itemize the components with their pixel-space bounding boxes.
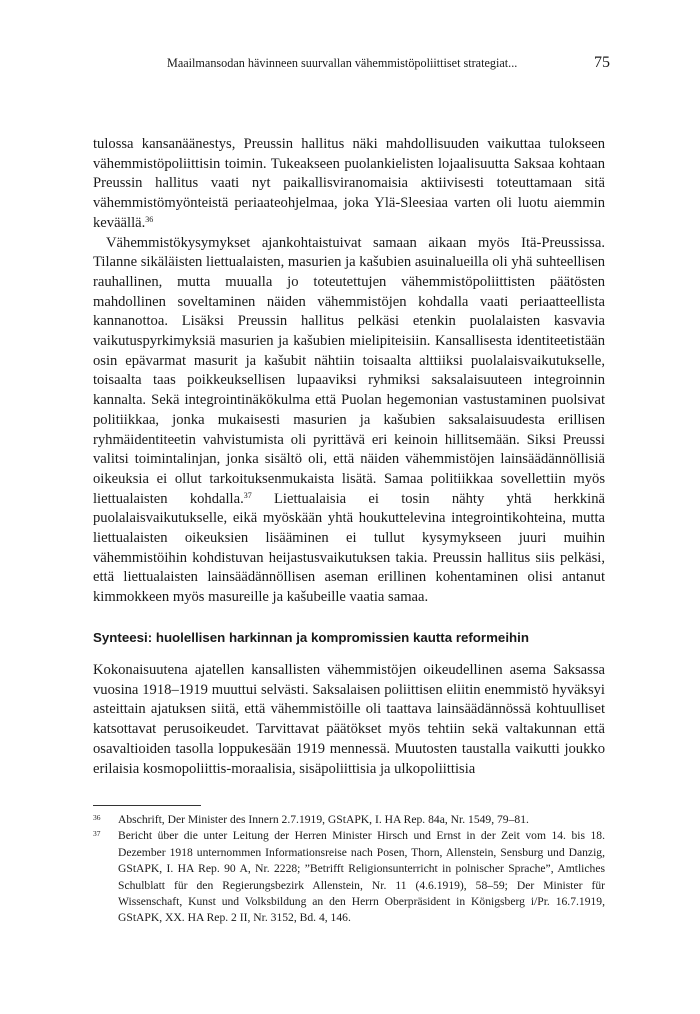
running-header [93,56,610,74]
section-heading: Synteesi: huolellisen harkinnan ja kompromissien kautta reformeihin [93,630,529,645]
paragraph-2 [93,234,605,608]
footnote-text: Abschrift, Der Minister des Innern 2.7.1919, GStAPK, I. HA Rep. 84a, Nr. 1549, 79–81. [118,813,529,826]
section-paragraph: Kokonaisuutena ajatellen kansallisten vähemmistöjen oikeudellinen asema Saksassa vuosina 1918–1919 muuttui selvästi. Saksalaisen poliittisen eliitin enemmistö hyväksyi asteittain ajatuksen siitä, että vähemmistöille oli taattava lainsäädännössä kohtuulliset katsottavat perusoikeudet. Tarvittavat päätökset myös tehtiin sekä valtakunnan että osavaltioiden tasolla loppukesään 1919 mennessä. Muutosten taustalla vaikutti joukko erilaisia kosmopoliittis-moraalisia, sisäpoliittisia ja ulkopoliittisia [93,662,605,777]
footnote-36 [93,812,605,828]
footnote-rule [93,805,201,806]
footnote-number: 36 [93,813,101,822]
footnote-number: 37 [93,829,101,839]
footnotes [93,812,605,927]
main-text [93,135,605,608]
paragraph-2-text: Vähemmistökysymykset ajankohtaistuivat samaan aikaan myös Itä-Preussissa. Tilanne sikäläisten liettualaisten, masurien ja kašubien asuinalueilla oli yhä suhteellisen rauhallinen, mutta muualla jo toteutettujen vähemmistöpoliittisten päätösten mahdollinen soveltaminen näiden vähemmistöjen kohdalla vaati periaatteellista kannanottoa. Lisäksi Preussin hallitus pelkäsi etenkin puolalaisten kasvavia vaikutuspyrkimyksiä masurien ja kašubien mielipiteisiin. Kansallisesta identiteetistään osin epävarmat masurit ja kašubit nähtiin toisaalta alttiiksi puolalaisvaikutukselle, toisaalta taas poikkeuksellisen lupaaviksi ryhmiksi saksalaisuuteen integroinnin kannalta. Sekä integrointinäkökulma että Puolan hegemonian vastustaminen puolsivat politiikkaa, jonka mukaisesti masurien ja kašubien saksalaisuudesta erillisen ryhmäidentiteetin vahvistumista oli pyrittävä eri keinoin hillitsemään. Siksi Preussi valitsi toimintalinjan, jonka sisältö oli, että näiden vähemmistöjen lainsäädännöllisiä oikeuksia ei ollut tarkoituksenmukaista lisätä. Samaa politiikkaa sovellettiin myös liettualaisten kohdalla. [93,234,605,507]
page-number: 75 [594,54,610,71]
footnote-text: Bericht über die unter Leitung der Herren Minister Hirsch und Ernst in der Zeit vom 14. bis 18. Dezember 1918 unternommen Informationsreise nach Posen, Thorn, Allenstein, Sensburg und Danzig, GStAPK, I. HA Rep. 90 A, Nr. 2228; ”Betrifft Religionsunterricht in polnischer Sprache”, Amtliches Schulblatt für den Regierungsbezirk Allenstein, Nr. 11 (4.6.1919), 58–59; Der Minister für Wissenschaft, Kunst und Volksbildung an den Herrn Oberpräsident in Königsberg i/Pr. 16.7.1919, GStAPK, XX. HA Rep. 2 II, Nr. 3152, Bd. 4, 146. [118,829,605,925]
paragraph-1 [93,135,605,234]
section-text [93,661,605,779]
running-title: Maailmansodan hävinneen suurvallan vähemmistöpoliittiset strategiat... [167,56,518,70]
footnote-37 [93,828,605,926]
paragraph-2-text-continued: Liettualaisia ei tosin nähty yhtä herkkinä puolalaisvaikutukselle, eikä myöskään yhtä houkuttelevina integrointikohteina, mutta liettualaisten oikeuksien lisääminen ei tullut kysymykseen juuri muihin vähemmistöihin kohdistuvan heijastusvaikutuksen takia. Preussin hallitus siis pelkäsi, että liettualaisten lainsäädännöllisen aseman erillinen kohentaminen olisi antanut kimmokkeen myös masureille ja kašubeille vaatia samaa. [93,490,605,606]
footnote-ref-37: 37 [243,490,252,500]
paragraph-1-text: tulossa kansanäänestys, Preussin hallitus näki mahdollisuuden vaikuttaa tulokseen vähemmistöpoliittisin toimin. Tukeakseen puolankielisten lojaalisuutta Saksaa kohtaan Preussin hallitus vaati nyt paikallisviranomaisia aktiivisesti toteuttamaan sitä vähemmistömyönteistä periaateohjelmaa, joka Ylä-Sleesiaa varten oli luotu aiemmin keväällä. [93,136,605,231]
footnote-ref-36: 36 [145,214,154,224]
